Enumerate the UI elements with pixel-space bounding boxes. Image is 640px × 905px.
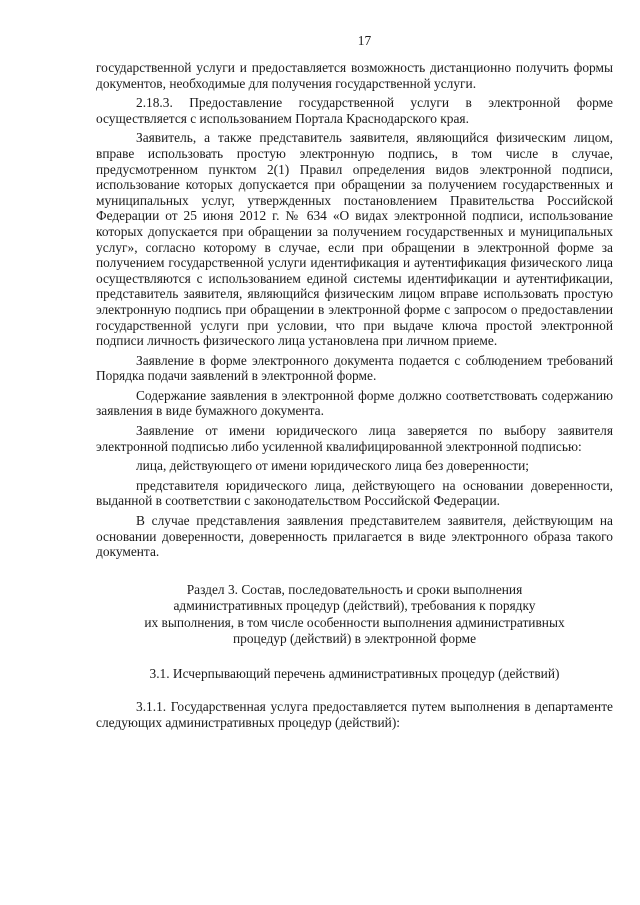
- section-heading-line: Раздел 3. Состав, последовательность и сроки выполнения: [186, 581, 523, 597]
- section-heading-line: административных процедур (действий), требования к порядку: [173, 598, 536, 614]
- paragraph-electronic-signature: Заявитель, а также представитель заявителя, являющийся физическим лицом, вправе использовать простую электронную подпись, в том числе в случае, предусмотренном пунктом 2(1) Правил определения видов электронной подписи, использование которых допускается при обращении за получением государственных и муниципальных услуг, утвержденных постановлением Правительства Российской Федерации от 25 июня 2012 г. № 634 «О видах электронной подписи, использование которых допускается при обращении за получением государственных и муниципальных услуг», согласно которому в случае, если при обращении в электронной форме за получением государственной услуги идентификация и аутентификация физического лица осуществляются с использованием единой системы идентификации и аутентификации, представитель заявителя, являющийся физическим лицом вправе использовать простую электронную подпись при обращении в электронной форме с запросом о предоставлении государственной услуги при условии, что при выдаче ключа простой электронной подписи личность физического лица установлена при личном приеме.: [96, 130, 613, 349]
- paragraph-person-without-poa: лица, действующего от имени юридического лица без доверенности;: [136, 458, 529, 474]
- paragraph-legal-entity: Заявление от имени юридического лица заверяется по выбору заявителя электронной подписью либо усиленной квалифицированной электронной подписью:: [96, 423, 613, 454]
- paragraph-application-form: Заявление в форме электронного документа подается с соблюдением требований Порядка подачи заявлений в электронной форме.: [96, 352, 613, 384]
- subheading-3-1: 3.1. Исчерпывающий перечень административных процедур (действий): [149, 665, 560, 681]
- section-heading-line: процедур (действий) в электронной форме: [232, 631, 477, 647]
- paragraph-2-18-3: 2.18.3. Предоставление государственной услуги в электронной форме осуществляется с использованием Портала Краснодарского края.: [96, 95, 613, 126]
- paragraph-power-of-attorney: В случае представления заявления представителем заявителя, действующим на основании доверенности, доверенность прилагается в виде электронного образа такого документа.: [96, 513, 613, 560]
- page-number: 17: [357, 33, 372, 48]
- section-heading: [96, 582, 613, 648]
- paragraph-application-content: Содержание заявления в электронной форме должно соответствовать содержанию заявления в виде бумажного документа.: [96, 387, 613, 419]
- paragraph-representative: представителя юридического лица, действующего на основании доверенности, выданной в соответствии с законодательством Российской Федерации.: [96, 477, 613, 509]
- section-heading-line: их выполнения, в том числе особенности выполнения административных: [144, 614, 565, 630]
- paragraph-3-1-1: 3.1.1. Государственная услуга предоставляется путем выполнения в департаменте следующих административных процедур (действий):: [96, 699, 613, 730]
- paragraph-continuation: государственной услуги и предоставляется возможность дистанционно получить формы документов, необходимые для получения государственной услуги.: [96, 60, 613, 91]
